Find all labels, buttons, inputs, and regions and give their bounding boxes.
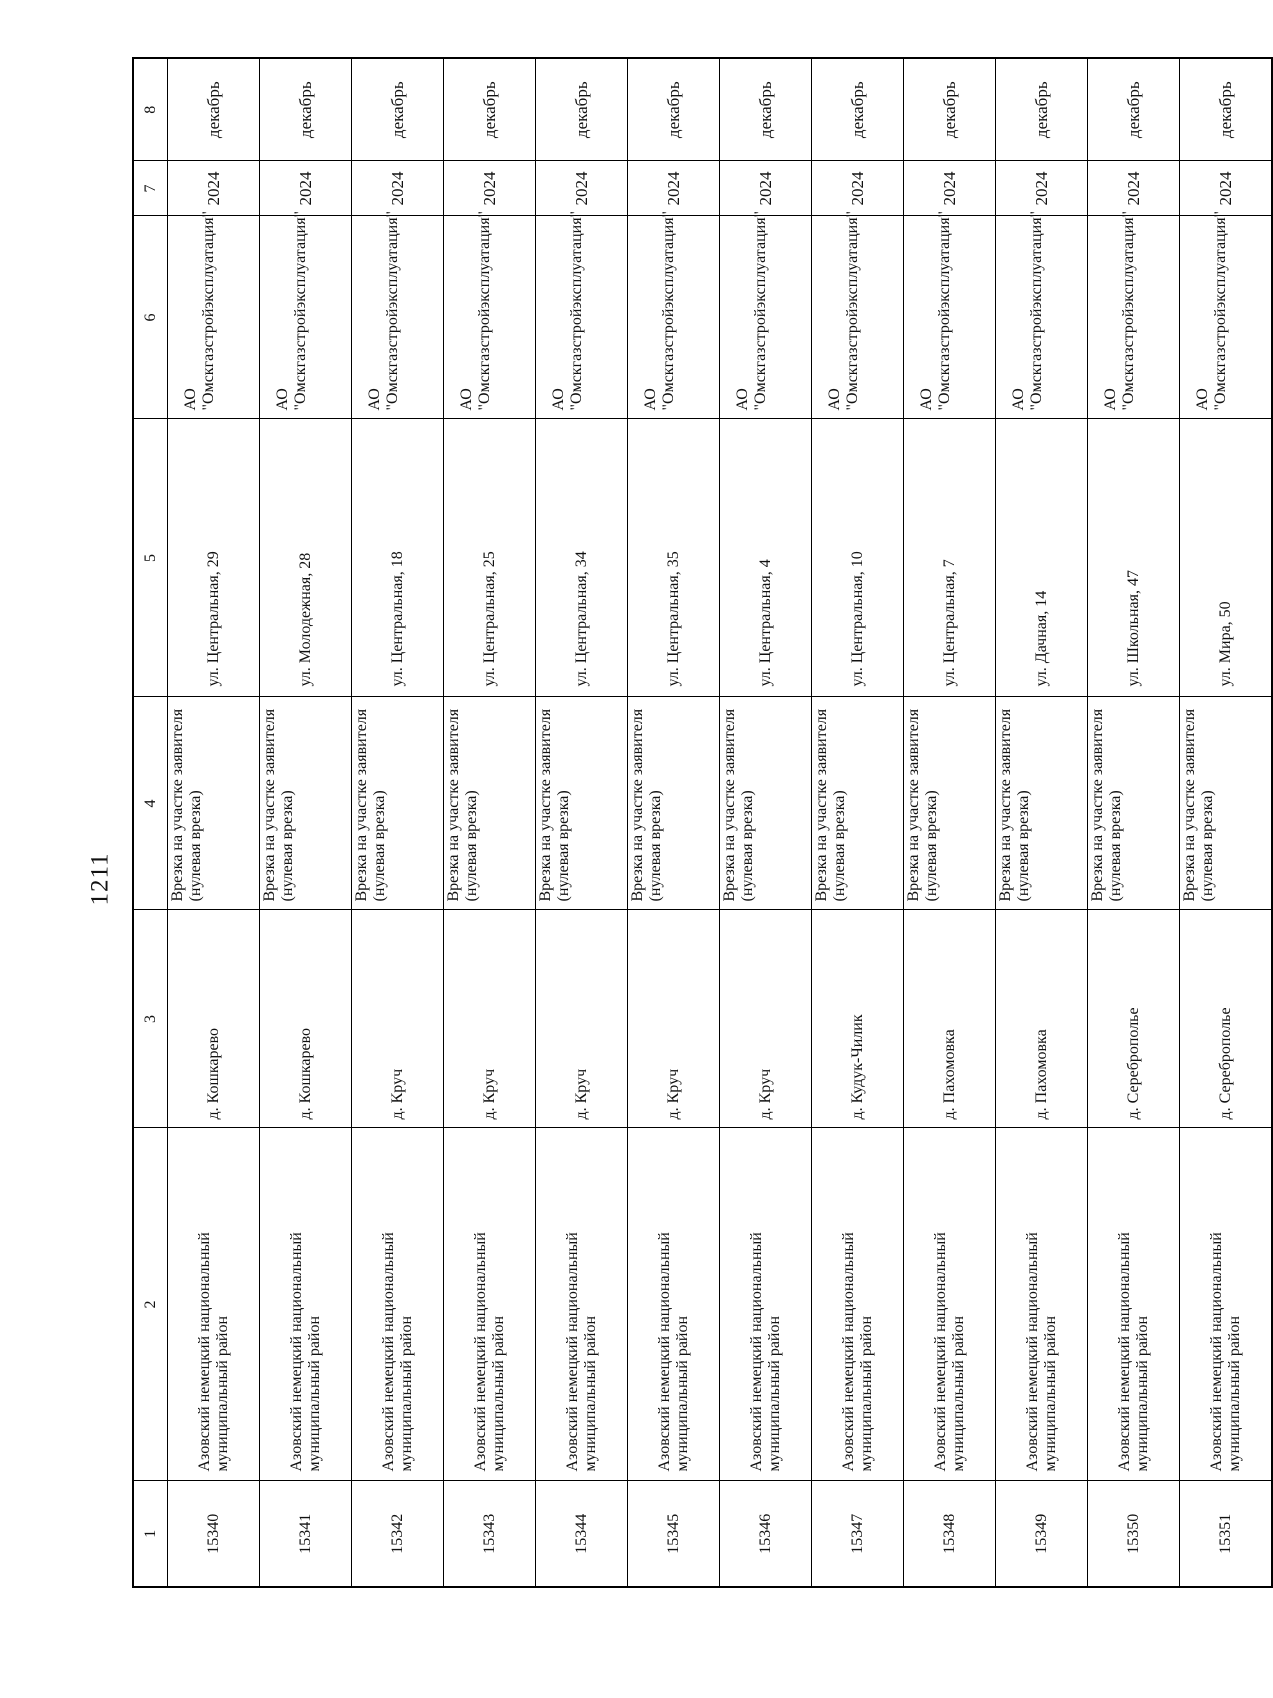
cell-locality: д. Пахомовка <box>904 910 996 1128</box>
cell-locality: д. Круч <box>536 910 628 1128</box>
cell-district: Азовский немецкий национальный муниципальный район <box>1180 1128 1273 1481</box>
table-row <box>1088 58 1180 1587</box>
cell-row-number: 15343 <box>444 1481 536 1587</box>
cell-year: 2024 <box>1088 161 1180 216</box>
cell-connection-type: Врезка на участке заявителя (нулевая врезка) <box>536 697 628 910</box>
cell-row-number: 15348 <box>904 1481 996 1587</box>
registry-table <box>132 57 1273 1588</box>
cell-district: Азовский немецкий национальный муниципальный район <box>720 1128 812 1481</box>
cell-address: ул. Мира, 50 <box>1180 419 1273 697</box>
column-header: 4 <box>133 697 168 910</box>
cell-district: Азовский немецкий национальный муниципальный район <box>168 1128 260 1481</box>
cell-year: 2024 <box>720 161 812 216</box>
cell-district: Азовский немецкий национальный муниципальный район <box>996 1128 1088 1481</box>
cell-address: ул. Центральная, 29 <box>168 419 260 697</box>
cell-organization: АО "Омскгазстройэксплуатация" <box>628 216 720 419</box>
cell-month: декабрь <box>996 58 1088 161</box>
cell-month: декабрь <box>1180 58 1273 161</box>
column-header: 6 <box>133 216 168 419</box>
cell-locality: д. Сереброполье <box>1180 910 1273 1128</box>
cell-month: декабрь <box>720 58 812 161</box>
cell-year: 2024 <box>1180 161 1273 216</box>
cell-year: 2024 <box>628 161 720 216</box>
cell-connection-type: Врезка на участке заявителя (нулевая врезка) <box>628 697 720 910</box>
cell-address: ул. Центральная, 10 <box>812 419 904 697</box>
cell-year: 2024 <box>904 161 996 216</box>
table-row <box>904 58 996 1587</box>
cell-connection-type: Врезка на участке заявителя (нулевая врезка) <box>812 697 904 910</box>
cell-address: ул. Центральная, 7 <box>904 419 996 697</box>
table-sheet <box>132 59 1243 1588</box>
cell-row-number: 15341 <box>260 1481 352 1587</box>
cell-year: 2024 <box>996 161 1088 216</box>
cell-organization: АО "Омскгазстройэксплуатация" <box>1088 216 1180 419</box>
cell-locality: д. Круч <box>628 910 720 1128</box>
cell-locality: д. Пахомовка <box>996 910 1088 1128</box>
cell-month: декабрь <box>168 58 260 161</box>
cell-year: 2024 <box>444 161 536 216</box>
cell-connection-type: Врезка на участке заявителя (нулевая врезка) <box>352 697 444 910</box>
cell-organization: АО "Омскгазстройэксплуатация" <box>720 216 812 419</box>
table-row <box>168 58 260 1587</box>
cell-year: 2024 <box>536 161 628 216</box>
cell-locality: д. Сереброполье <box>1088 910 1180 1128</box>
cell-connection-type: Врезка на участке заявителя (нулевая врезка) <box>720 697 812 910</box>
cell-organization: АО "Омскгазстройэксплуатация" <box>260 216 352 419</box>
cell-month: декабрь <box>1088 58 1180 161</box>
column-header: 3 <box>133 910 168 1128</box>
cell-year: 2024 <box>260 161 352 216</box>
cell-district: Азовский немецкий национальный муниципальный район <box>628 1128 720 1481</box>
cell-organization: АО "Омскгазстройэксплуатация" <box>536 216 628 419</box>
cell-row-number: 15351 <box>1180 1481 1273 1587</box>
cell-locality: д. Круч <box>720 910 812 1128</box>
cell-connection-type: Врезка на участке заявителя (нулевая врезка) <box>1180 697 1273 910</box>
table-row <box>444 58 536 1587</box>
cell-address: ул. Центральная, 35 <box>628 419 720 697</box>
column-header: 5 <box>133 419 168 697</box>
cell-month: декабрь <box>260 58 352 161</box>
cell-row-number: 15344 <box>536 1481 628 1587</box>
cell-month: декабрь <box>536 58 628 161</box>
cell-organization: АО "Омскгазстройэксплуатация" <box>352 216 444 419</box>
cell-district: Азовский немецкий национальный муниципальный район <box>904 1128 996 1481</box>
cell-row-number: 15347 <box>812 1481 904 1587</box>
table-row <box>352 58 444 1587</box>
cell-connection-type: Врезка на участке заявителя (нулевая врезка) <box>904 697 996 910</box>
cell-row-number: 15342 <box>352 1481 444 1587</box>
cell-year: 2024 <box>352 161 444 216</box>
column-header: 1 <box>133 1481 168 1587</box>
cell-locality: д. Кошкарево <box>168 910 260 1128</box>
cell-district: Азовский немецкий национальный муниципальный район <box>536 1128 628 1481</box>
cell-organization: АО "Омскгазстройэксплуатация" <box>812 216 904 419</box>
table-header-row <box>133 58 168 1587</box>
cell-month: декабрь <box>904 58 996 161</box>
cell-locality: д. Кошкарево <box>260 910 352 1128</box>
cell-organization: АО "Омскгазстройэксплуатация" <box>1180 216 1273 419</box>
cell-year: 2024 <box>812 161 904 216</box>
column-header: 2 <box>133 1128 168 1481</box>
cell-organization: АО "Омскгазстройэксплуатация" <box>168 216 260 419</box>
table-row <box>812 58 904 1587</box>
cell-row-number: 15349 <box>996 1481 1088 1587</box>
cell-address: ул. Школьная, 47 <box>1088 419 1180 697</box>
cell-month: декабрь <box>812 58 904 161</box>
cell-address: ул. Центральная, 4 <box>720 419 812 697</box>
cell-address: ул. Дачная, 14 <box>996 419 1088 697</box>
cell-locality: д. Кудук-Чилик <box>812 910 904 1128</box>
cell-row-number: 15346 <box>720 1481 812 1587</box>
table-row <box>1180 58 1273 1587</box>
cell-address: ул. Центральная, 18 <box>352 419 444 697</box>
cell-connection-type: Врезка на участке заявителя (нулевая врезка) <box>996 697 1088 910</box>
cell-locality: д. Круч <box>444 910 536 1128</box>
cell-district: Азовский немецкий национальный муниципальный район <box>260 1128 352 1481</box>
table-row <box>260 58 352 1587</box>
table-row <box>720 58 812 1587</box>
cell-year: 2024 <box>168 161 260 216</box>
cell-connection-type: Врезка на участке заявителя (нулевая врезка) <box>1088 697 1180 910</box>
cell-month: декабрь <box>444 58 536 161</box>
column-header: 7 <box>133 161 168 216</box>
cell-row-number: 15340 <box>168 1481 260 1587</box>
table-rotation-wrapper <box>132 59 1243 1588</box>
cell-district: Азовский немецкий национальный муниципальный район <box>352 1128 444 1481</box>
table-row <box>536 58 628 1587</box>
table-row <box>628 58 720 1587</box>
cell-district: Азовский немецкий национальный муниципальный район <box>1088 1128 1180 1481</box>
page-number <box>68 849 134 909</box>
cell-organization: АО "Омскгазстройэксплуатация" <box>444 216 536 419</box>
cell-connection-type: Врезка на участке заявителя (нулевая врезка) <box>260 697 352 910</box>
table-row <box>996 58 1088 1587</box>
cell-month: декабрь <box>352 58 444 161</box>
cell-locality: д. Круч <box>352 910 444 1128</box>
cell-connection-type: Врезка на участке заявителя (нулевая врезка) <box>444 697 536 910</box>
cell-address: ул. Молодежная, 28 <box>260 419 352 697</box>
cell-organization: АО "Омскгазстройэксплуатация" <box>996 216 1088 419</box>
cell-district: Азовский немецкий национальный муниципальный район <box>812 1128 904 1481</box>
cell-row-number: 15350 <box>1088 1481 1180 1587</box>
cell-organization: АО "Омскгазстройэксплуатация" <box>904 216 996 419</box>
cell-address: ул. Центральная, 34 <box>536 419 628 697</box>
cell-month: декабрь <box>628 58 720 161</box>
cell-connection-type: Врезка на участке заявителя (нулевая врезка) <box>168 697 260 910</box>
page-number-text: 1211 <box>86 852 114 906</box>
cell-row-number: 15345 <box>628 1481 720 1587</box>
cell-district: Азовский немецкий национальный муниципальный район <box>444 1128 536 1481</box>
column-header: 8 <box>133 58 168 161</box>
cell-address: ул. Центральная, 25 <box>444 419 536 697</box>
